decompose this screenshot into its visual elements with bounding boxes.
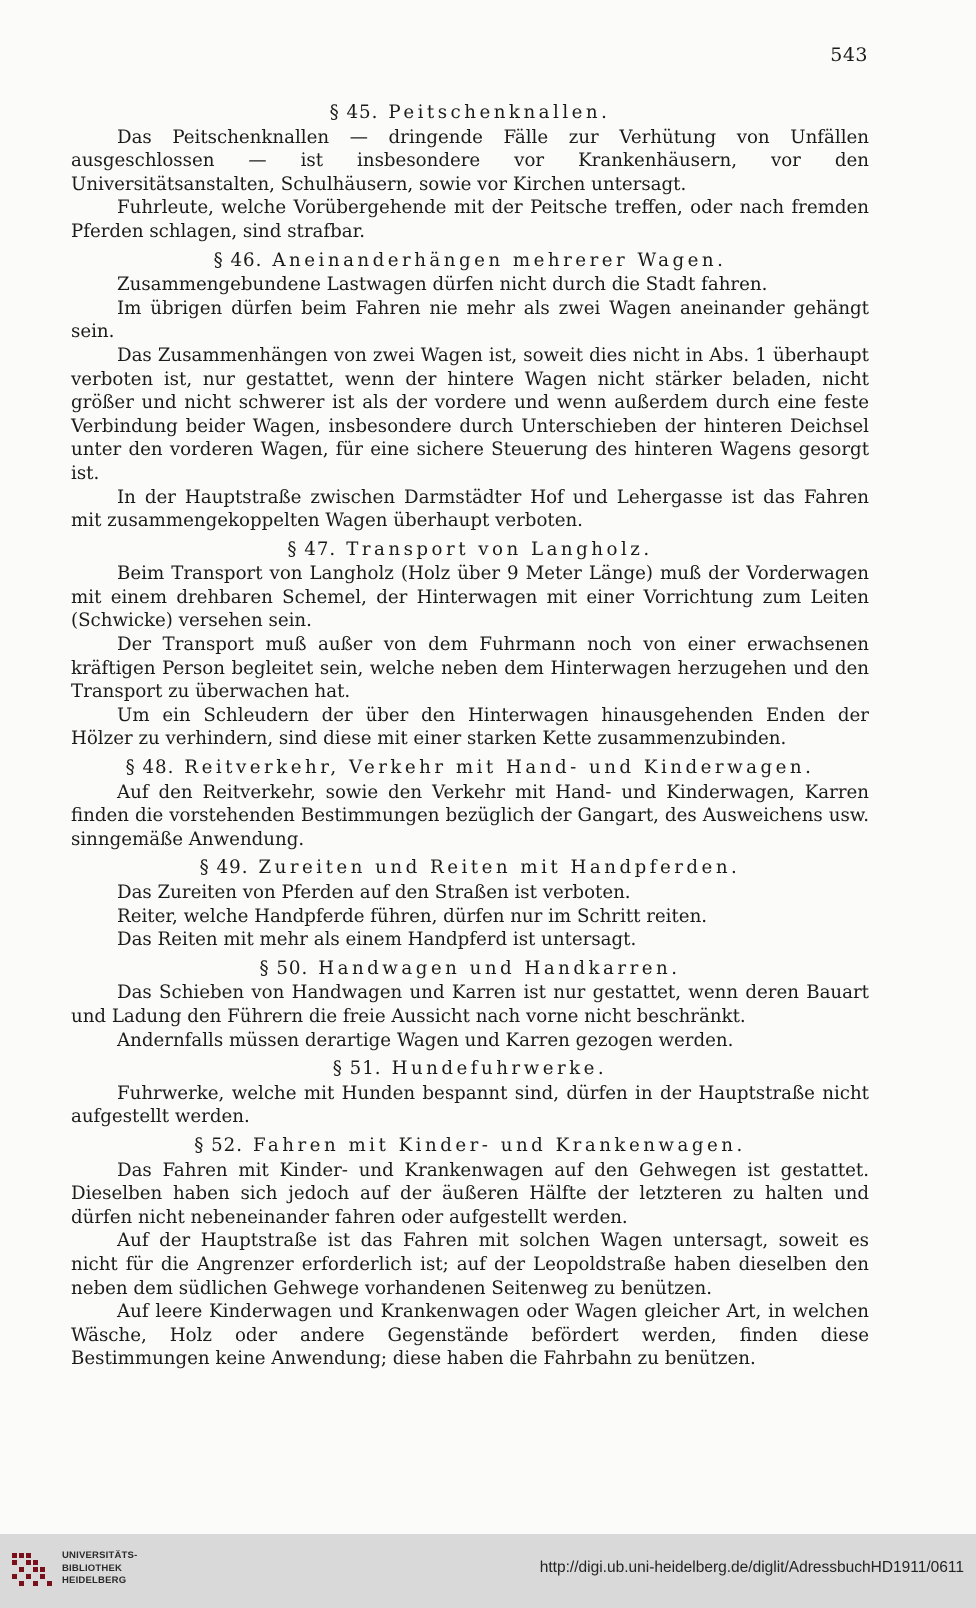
section-title: Aneinanderhängen mehrerer Wagen. (272, 249, 727, 271)
section-paragraph: Das Zusammenhängen von zwei Wagen ist, soweit dies nicht in Abs. 1 überhaupt verboten ist, nur gestattet, wenn der hintere Wagen nicht stärker beladen, nicht größer und nicht schwerer ist als der vordere und wenn außerdem durch eine feste Verbindung beider Wagen, insbesondere durch Unterschieben der hinteren Deichsel unter den vorderen Wagen, für eine sichere Steuerung des hinteren Wagens gesorgt ist. (71, 344, 869, 484)
section-paragraph: Zusammengebundene Lastwagen dürfen nicht durch die Stadt fahren. (117, 274, 768, 296)
section-paragraph: Um ein Schleudern der über den Hinterwagen hinausgehenden Enden der Hölzer zu verhindern, sind diese mit einer starken Kette zusammenzubinden. (71, 704, 869, 750)
section-paragraph: Der Transport muß außer von dem Fuhrmann noch von einer erwachsenen kräftigen Person begleitet sein, welche neben dem Hinterwagen herzugehen und den Transport zu überwachen hat. (71, 634, 869, 703)
section-number: § 48. (125, 757, 175, 779)
section-paragraph: Das Reiten mit mehr als einem Handpferd ist untersagt. (117, 929, 637, 951)
section-title: Peitschenknallen. (388, 102, 611, 123)
section-title: Zureiten und Reiten mit Handpferden. (258, 857, 741, 879)
section-heading (71, 856, 869, 880)
section-paragraph: Das Fahren mit Kinder- und Krankenwagen auf den Gehwegen ist gestattet. Dieselben haben sich jedoch auf der äußeren Hälfte der letzteren zu halten und dürfen nicht nebeneinander fahren oder aufgestellt werden. (71, 1159, 869, 1228)
section-paragraph: Auf leere Kinderwagen und Krankenwagen oder Wagen gleicher Art, in welchen Wäsche, Holz oder andere Gegenstände befördert werden, finden diese Bestimmungen keine Anwendung; diese haben die Fahrbahn zu benützen. (71, 1301, 869, 1370)
section-number: § 51. (332, 1058, 382, 1080)
section-title: Hundefuhrwerke. (391, 1058, 608, 1080)
library-name (62, 1550, 137, 1588)
permalink-url[interactable]: http://digi.ub.uni-heidelberg.de/diglit/AdressbuchHD1911/0611 (539, 1559, 964, 1576)
section-number: § 49. (199, 857, 249, 879)
section-heading (71, 1057, 869, 1081)
section-title: Fahren mit Kinder- und Krankenwagen. (253, 1134, 746, 1156)
library-name-line: HEIDELBERG (62, 1575, 127, 1586)
section-number: § 50. (259, 957, 309, 979)
section-number: § 52. (194, 1134, 244, 1156)
section-heading (71, 756, 869, 780)
section-title: Handwagen und Handkarren. (318, 957, 681, 979)
section-paragraph: Fuhrwerke, welche mit Hunden bespannt sind, dürfen in der Hauptstraße nicht aufgestellt werden. (71, 1082, 869, 1128)
section-title: Reitverkehr, Verkehr mit Hand- und Kinderwagen. (184, 757, 815, 779)
university-library-logo-icon (10, 1549, 56, 1593)
section-paragraph: Im übrigen dürfen beim Fahren nie mehr als zwei Wagen aneinander gehängt sein. (71, 297, 869, 343)
library-name-line: BIBLIOTHEK (62, 1562, 123, 1574)
section-paragraph: Auf der Hauptstraße ist das Fahren mit solchen Wagen untersagt, soweit es nicht für die Angrenzer erforderlich ist; auf der Leopoldstraße haben dieselben den neben dem südlichen Gehwege vorhandenen Seitenweg zu benützen. (71, 1230, 869, 1299)
section-paragraph: Beim Transport von Langholz (Holz über 9 Meter Länge) muß der Vorderwagen mit einem drehbaren Schemel, der Hinterwagen mit einer Vorrichtung zum Leiten (Schwicke) versehen sein. (71, 563, 869, 632)
section-heading (71, 538, 869, 562)
section-paragraph: Das Zureiten von Pferden auf den Straßen ist verboten. (117, 882, 631, 903)
section-heading (71, 101, 869, 125)
section-paragraph: Das Schieben von Handwagen und Karren ist nur gestattet, wenn deren Bauart und Ladung den Führern die freie Aussicht nach vorne nicht beschränkt. (71, 982, 869, 1027)
section-number: § 46. (213, 249, 263, 271)
page-number: 543 (830, 44, 868, 66)
library-name-line: UNIVERSITÄTS- (62, 1550, 138, 1561)
section-paragraph: Fuhrleute, welche Vorübergehende mit der Peitsche treffen, oder nach fremden Pferden schlagen, sind strafbar. (71, 197, 869, 242)
section-paragraph: Das Peitschenknallen — dringende Fälle zur Verhütung von Unfällen ausgeschlossen — ist insbesondere vor Krankenhäusern, vor den Universitätsanstalten, Schulhäusern, sowie vor Kirchen untersagt. (71, 126, 869, 195)
section-heading (71, 249, 869, 273)
viewer-footer (0, 1534, 976, 1608)
section-heading (71, 957, 869, 981)
section-paragraph: Auf den Reitverkehr, sowie den Verkehr mit Hand- und Kinderwagen, Karren finden die vorstehenden Bestimmungen bezüglich der Gangart, des Ausweichens usw. sinngemäße Anwendung. (71, 781, 869, 850)
section-paragraph: Andernfalls müssen derartige Wagen und Karren gezogen werden. (117, 1029, 734, 1051)
section-paragraph: In der Hauptstraße zwischen Darmstädter Hof und Lehergasse ist das Fahren mit zusammengekoppelten Wagen überhaupt verboten. (71, 486, 869, 532)
section-number: § 45. (329, 102, 379, 123)
library-logo[interactable] (10, 1547, 138, 1597)
section-heading (71, 1134, 869, 1158)
section-title: Transport von Langholz. (346, 538, 653, 560)
document-body (71, 96, 869, 1371)
section-paragraph: Reiter, welche Handpferde führen, dürfen nur im Schritt reiten. (117, 905, 708, 927)
section-number: § 47. (287, 538, 337, 560)
